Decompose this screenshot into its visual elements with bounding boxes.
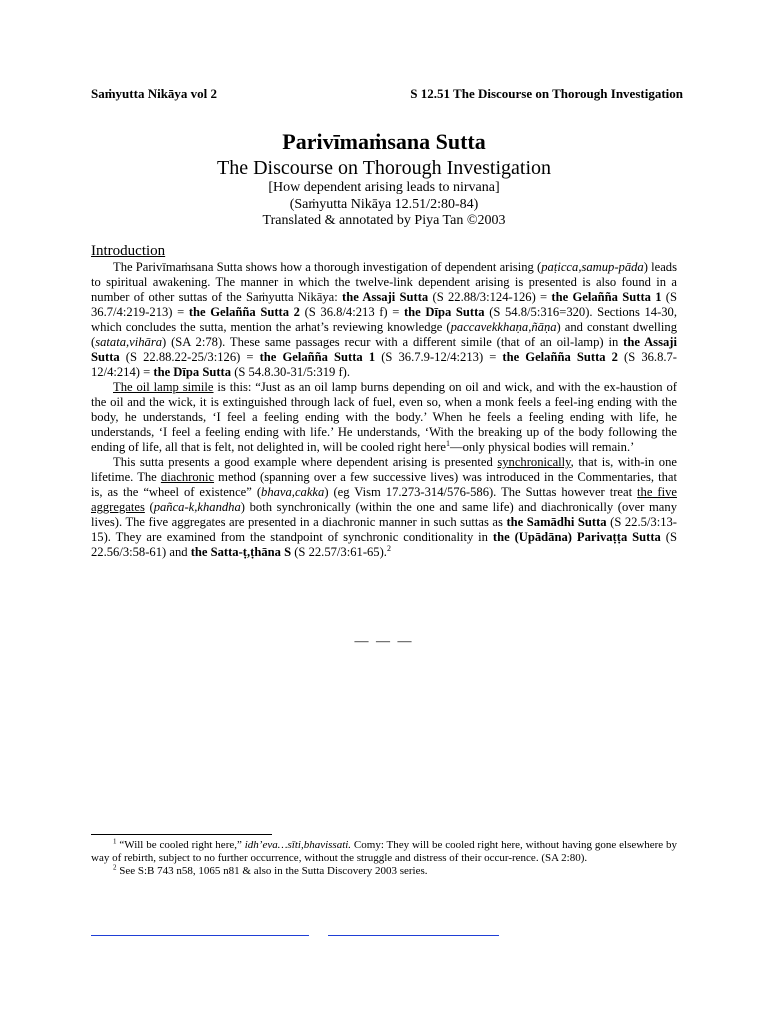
- footnotes: [91, 839, 677, 879]
- paragraph: The Parivīmaṁsana Sutta shows how a thorough investigation of dependent arising (paṭicca,samup-pāda) leads to spiritual awakening. The manner in which the twelve-link dependent arising is presented is also found in a number of other suttas of the Saṁyutta Nikāya: the Assaji Sutta (S 22.88/3:124-126) = the Gelañña Sutta 1 (S 36.7/4:219-213) = the Gelañña Sutta 2 (S 36.8/4:213 f) = the Dīpa Sutta (S 54.8/5:316=320). Sections 14-30, which concludes the sutta, mention the arhat’s reviewing knowledge (paccavekkhaṇa,ñāṇa) and constant dwelling (satata,vihāra) (SA 2:78). These same passages recur with a different simile (that of an oil-lamp) in the Assaji Sutta (S 22.88.22-25/3:126) = the Gelañña Sutta 1 (S 36.7.9-12/4:213) = the Gelañña Sutta 2 (S 36.8.7-12/4:214) = the Dīpa Sutta (S 54.8.30-31/5:319 f).: [91, 260, 678, 379]
- footnote-1: $^1$ “Will be cooled right here,” idh’eva…sīti,bhavissati. Comy: They will be cooled right here, without having gone elsewhere by way of rebirth, subject to no further occurrence, without the struggle and distress of their occur-rence. (SA 2:80).: [91, 837, 677, 865]
- footnote-ref-2[interactable]: 2: [386, 543, 391, 553]
- introduction-body: [91, 260, 677, 560]
- paragraph: The oil lamp simile is this: “Just as an oil lamp burns depending on oil and wick, and with the ex-haustion of the oil and the wick, it is extinguished through lack of fuel, even so, when a monk feels a feel-ing ending with the body, he understands, ‘I feel a feeling ending with the body.’ When he feels a feeling ending with life, he understands, ‘I feel a feeling ending with life.’ He understands, ‘With the breaking up of the body following the ending of life, all that is felt, not delighted in, will be cooled right here$^1$—only physical bodies will remain.’: [91, 380, 677, 454]
- link-underline-left[interactable]: [91, 935, 309, 936]
- section-heading-introduction: Introduction: [91, 243, 166, 259]
- title-block: [0, 128, 768, 230]
- english-title: The Discourse on Thorough Investigation: [216, 157, 551, 179]
- translator-credit: Translated & annotated by Piya Tan ©2003: [262, 213, 506, 228]
- header-left: Saṁyutta Nikāya vol 2: [91, 86, 218, 101]
- footnote-ref-1[interactable]: 1: [445, 438, 450, 448]
- footnote-rule: [91, 834, 272, 835]
- link-underline-right[interactable]: [328, 935, 499, 936]
- paragraph: This sutta presents a good example where dependent arising is presented synchronically, that is, with-in one lifetime. The diachronic method (spanning over a few successive lives) was introduced in the Commentaries, that is, as the “wheel of existence” (bhava,cakka) (eg Vism 17.273-314/576-586). The Suttas however treat the five aggregates (pañca-k,khandha) both synchronically (within the one and same life) and diachronically (over many lives). The five aggregates are presented in a diachronic manner in such suttas as the Samādhi Sutta (S 22.5/3:13-15). They are examined from the standpoint of synchronic conditionality in the (Upādāna) Parivaṭṭa Sutta (S 22.56/3:58-61) and the Satta-ṭ,ṭhāna S (S 22.57/3:61-65).$^2$: [91, 455, 677, 559]
- header-right: S 12.51 The Discourse on Thorough Investigation: [410, 86, 683, 101]
- footnote-2: $^2$ See S:B 743 n58, 1065 n81 & also in the Sutta Discovery 2003 series.: [113, 863, 428, 878]
- reference: (Saṁyutta Nikāya 12.51/2:80-84): [289, 196, 479, 212]
- subtitle: [How dependent arising leads to nirvana]: [268, 180, 500, 195]
- section-separator: — — —: [354, 634, 414, 649]
- page-title: Parivīmaṁsana Sutta: [282, 129, 486, 154]
